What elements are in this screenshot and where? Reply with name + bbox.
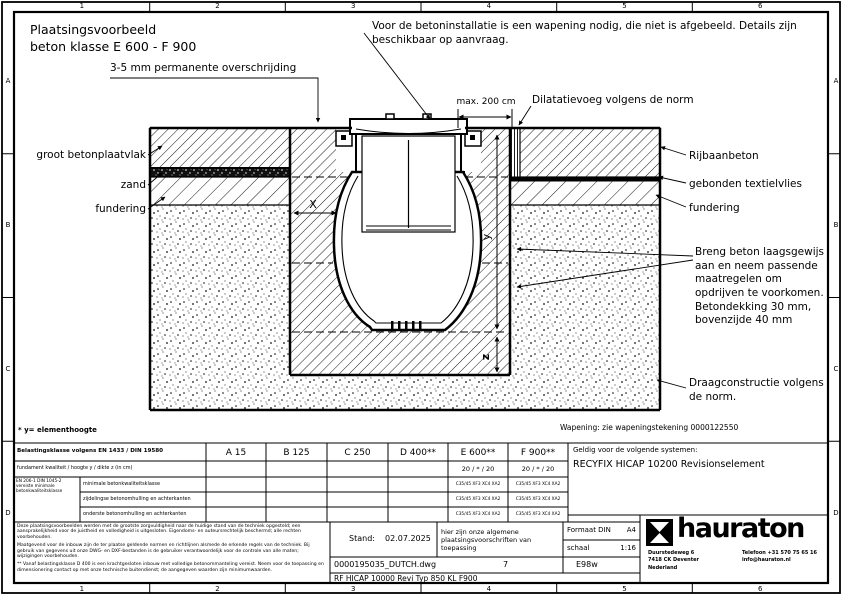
frame-col-label: 4 xyxy=(486,1,492,10)
label-textielvlies: gebonden textielvlies xyxy=(689,178,802,190)
frame-col-label: 4 xyxy=(486,584,492,593)
table-row-label: minimale betonkwaliteitsklasse xyxy=(83,481,160,487)
frame-col-label: 2 xyxy=(215,1,220,10)
col-header-e600: E 600** xyxy=(460,448,496,458)
revision-code: E98w xyxy=(576,560,598,569)
frame-col-label: 3 xyxy=(350,1,356,10)
hauraton-logo-icon xyxy=(646,519,673,546)
note-breng-beton: Breng beton laagsgewijs aan en neem passende maatregelen om opdrijven te voorkomen. Betondekking 30 mm, bovenzijde 40 mm xyxy=(695,246,825,327)
schaal-value: 1:16 xyxy=(620,544,636,552)
address-line: 7418 CK Deventer xyxy=(648,557,699,564)
frame-col-label: 3 xyxy=(350,584,356,593)
valid-systems-heading: Geldig voor de volgende systemen: xyxy=(573,446,698,454)
disclaimer-paragraph: Deze plaatsingsvoorbeelden werden met de grootste zorgvuldigheid naar de huidige stand van de techniek opgesteld; een aansprakelijkheid voor de juistheid en volledigheid is uitgesloten. Eigendoms- en auteursrechtelijk beschermd; alle rechten voorbehouden. xyxy=(17,524,301,540)
footnote-elementhoogte: * y= elementhoogte xyxy=(18,426,97,434)
label-zand: zand xyxy=(120,179,146,191)
disclaimer-block xyxy=(17,524,325,576)
frame-row-label: B xyxy=(5,221,11,229)
system-name: RECYFIX HICAP 10200 Revisionselement xyxy=(573,459,765,470)
table-header-label: Belastingsklasse volgens EN 1433 / DIN 19580 xyxy=(17,448,164,454)
voorschriften-note: hier zijn onze algemene plaatsingsvoorschriften van toepassing xyxy=(441,528,532,553)
drawing-title xyxy=(30,22,196,55)
drawing-title-line2: beton klasse E 600 - F 900 xyxy=(30,38,197,54)
label-dilatatievoeg: Dilatatievoeg volgens de norm xyxy=(532,94,694,106)
document-title: RF HICAP 10000 Revi Typ 850 KL F900 xyxy=(334,574,478,583)
note-wapening: Voor de betoninstallatie is een wapening nodig, die niet is afgebeeld. Details zijn beschikbaar op aanvraag. xyxy=(372,20,797,46)
label-fundering-links: fundering xyxy=(95,203,146,215)
cell-f900-r5: C35/45 XF3 XC4 XA2 xyxy=(515,512,561,517)
frame-row-label: C xyxy=(5,365,11,373)
disclaimer-paragraph: Maatgevend voor de inbouw zijn de ter plaatse geldende normen en richtlijnen alsmede de erkende regels van de techniek. Bij gebruik van gegevens uit onze DWG- en DXF-bestanden is de gebruiker verantwoordelijk voor de controle van alle maten; wijzigingen voorbehouden. xyxy=(17,543,310,560)
address-line: Nederland xyxy=(648,564,678,571)
frame-col-label: 5 xyxy=(622,1,627,10)
frame-row-label: A xyxy=(833,77,839,85)
frame-row-label: B xyxy=(833,221,839,229)
dim-x-label: X xyxy=(309,198,317,211)
table-row2-label: fundament kwaliteit / hoogte y / dikte z (in cm) xyxy=(17,465,133,471)
cell-f900-r3: C35/45 XF3 XC4 XA2 xyxy=(515,482,561,487)
frame-col-label: 5 xyxy=(622,584,627,593)
label-overschrijding: 3-5 mm permanente overschrijding xyxy=(110,62,297,74)
frame-col-label: 1 xyxy=(79,584,85,593)
label-draagconstructie: Draagconstructie volgens de norm. xyxy=(689,377,824,403)
address-line: Duurstedeweg 6 xyxy=(648,550,695,556)
frame-col-label: 2 xyxy=(215,584,220,593)
cell-e600-r4: C35/45 XF3 XC4 XA2 xyxy=(455,497,501,502)
table-row-label: zijdelingse betonomhulling en achterkanten xyxy=(83,496,191,502)
stand-value: 02.07.2025 xyxy=(385,534,431,543)
frame-row-label: C xyxy=(833,365,839,373)
col-header-d400: D 400** xyxy=(400,448,436,458)
cell-e600-fundament: 20 / * / 20 xyxy=(461,464,495,473)
wapening-reference: Wapening: zie wapeningstekening 0000122550 xyxy=(560,423,739,432)
sheet-number: 7 xyxy=(503,560,509,569)
formaat-label: Formaat DIN xyxy=(567,526,611,534)
stand-label: Stand: xyxy=(349,534,375,543)
drawing-filename: 0000195035_DUTCH.dwg xyxy=(334,560,437,569)
company-address xyxy=(648,550,699,572)
schaal-label: schaal xyxy=(567,544,590,552)
cell-e600-r5: C35/45 XF3 XC4 XA2 xyxy=(455,512,501,517)
contact-email: info@hauraton.nl xyxy=(742,557,791,564)
company-contact xyxy=(742,550,817,565)
frame-row-label: D xyxy=(5,509,11,517)
disclaimer-paragraph: ** Vanaf belastingsklasse D 400 is een krachtgesloten inbouw met volledige betonommanteling vereist. Neem voor de toepassing en dimensionering contact op met onze technische buitendienst; de aangegeven waarden zijn minimumwaarden. xyxy=(17,562,324,573)
table-row-label: onderste betonomhulling en achterkanten xyxy=(83,511,187,517)
cell-f900-r4: C35/45 XF3 XC4 XA2 xyxy=(515,497,561,502)
frame-row-label: D xyxy=(833,509,839,517)
col-header-f900: F 900** xyxy=(520,448,556,458)
label-fundering-rechts: fundering xyxy=(689,202,740,214)
drawing-title-line1: Plaatsingsvoorbeeld xyxy=(30,22,157,37)
cell-f900-fundament: 20 / * / 20 xyxy=(521,464,555,473)
dim-max-200: max. 200 cm xyxy=(456,97,516,107)
dim-z-label: z xyxy=(479,353,492,361)
hauraton-wordmark: hauraton xyxy=(677,513,804,544)
frame-col-label: 6 xyxy=(757,584,763,593)
col-header-c250: C 250 xyxy=(344,448,371,458)
contact-phone: Telefoon +31 570 75 65 16 xyxy=(742,550,818,556)
cell-e600-r3: C35/45 XF3 XC4 XA2 xyxy=(455,482,501,487)
col-header-b125: B 125 xyxy=(283,448,310,458)
revision-element xyxy=(334,114,481,330)
frame-row-label: A xyxy=(5,77,11,85)
formaat-value: A4 xyxy=(626,526,636,534)
frame-col-label: 6 xyxy=(757,1,763,10)
table-norm-block: EN 206-1 DIN 1045-2 vereiste minimale betonkwaliteitsklasse xyxy=(16,479,63,495)
label-rijbaanbeton: Rijbaanbeton xyxy=(689,150,759,162)
frame-col-label: 1 xyxy=(79,1,85,10)
col-header-a15: A 15 xyxy=(225,448,247,458)
dim-y-label: y xyxy=(480,233,493,241)
label-groot-betonplaatvlak: groot betonplaatvlak xyxy=(36,149,146,161)
